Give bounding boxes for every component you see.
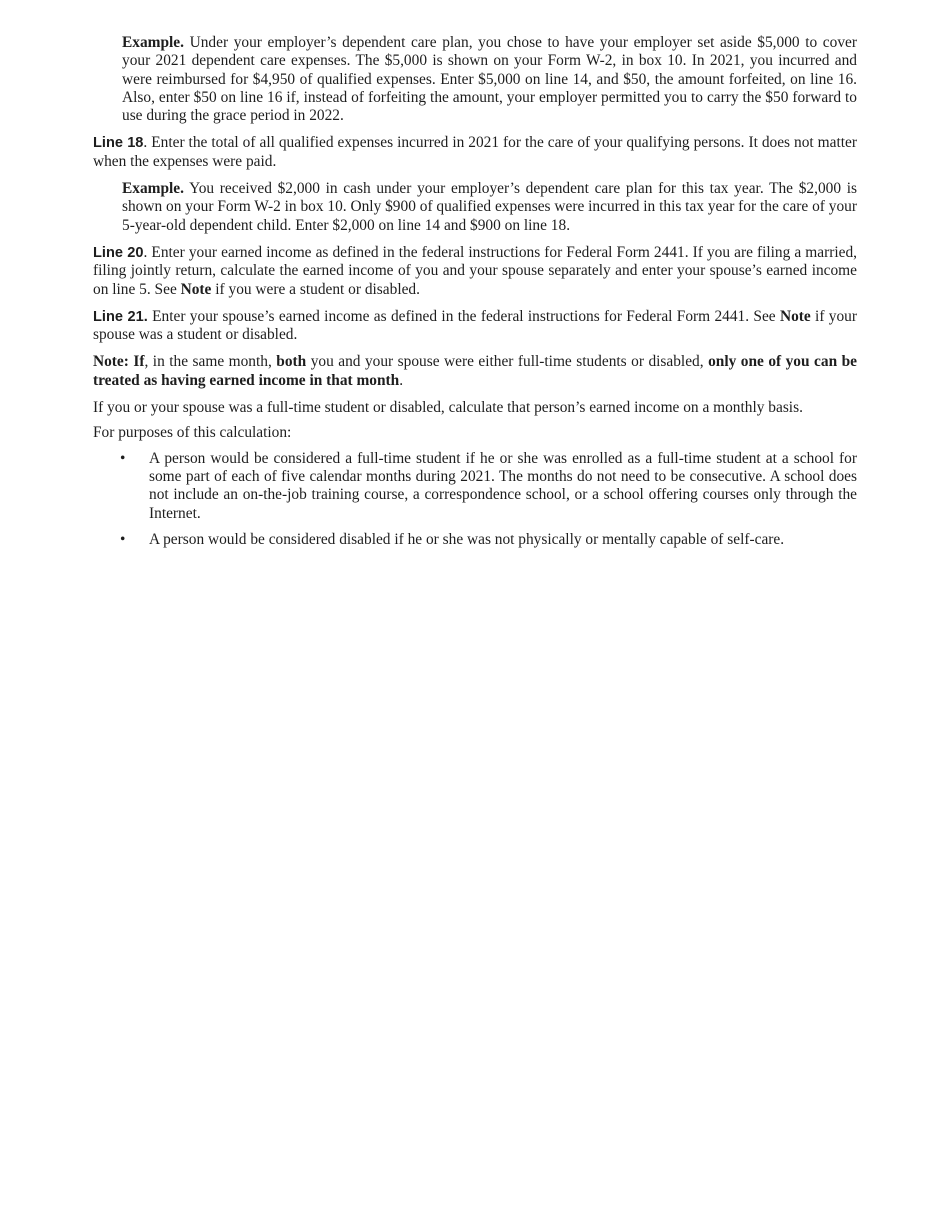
calculation-bullet-list	[93, 450, 857, 549]
bullet-icon: •	[120, 530, 126, 548]
line-20-text-b: if you were a student or disabled.	[211, 280, 420, 298]
line-21-paragraph	[93, 308, 857, 345]
line-18-paragraph	[93, 134, 857, 171]
purposes-paragraph: For purposes of this calculation:	[93, 424, 292, 442]
line-21-text-b: if your spouse was a student or disabled.	[93, 307, 857, 344]
example-text: You received $2,000 in cash under your employer’s dependent care plan for this tax year. The $2,000 is shown on your Form W-2 in box 10. Only $900 of qualified expenses were incurred in this tax year for the care of your 5-year-old dependent child. Enter $2,000 on line 14 and $900 on line 18.	[122, 180, 857, 234]
note-text-b: you and your spouse were either full-time students or disabled,	[306, 353, 709, 371]
line-18-label: Line 18	[93, 135, 144, 152]
note-text-a: , in the same month,	[144, 353, 277, 371]
note-paragraph	[93, 353, 857, 390]
note-period: .	[399, 371, 404, 389]
example-paragraph-cash	[122, 180, 857, 235]
fulltime-paragraph: If you or your spouse was a full-time student or disabled, calculate that person’s earned income on a monthly basis.	[93, 399, 803, 417]
note-reference: Note	[779, 307, 811, 325]
line-21-text-a: Enter your spouse’s earned income as defined in the federal instructions for Federal Form 2441. See	[147, 307, 780, 325]
bullet-disabled	[93, 531, 857, 549]
example-text: Under your employer’s dependent care plan, you chose to have your employer set aside $5,000 to cover your 2021 dependent care expenses. The $5,000 is shown on your Form W-2, in box 10. In 2021, you incurred and were reimbursed for $4,950 of qualified expenses. Enter $5,000 on line 14, and $50, the amount forfeited, on line 16. Also, enter $50 on line 16 if, instead of forfeiting the amount, your employer permitted you to carry the $50 forward to use during the grace period in 2022.	[122, 34, 857, 125]
line-18-text: . Enter the total of all qualified expenses incurred in 2021 for the care of your qualifying persons. It does not matter when the expenses were paid.	[93, 134, 857, 170]
note-bold-both: both	[276, 353, 307, 371]
example-label: Example.	[122, 180, 184, 198]
bullet-full-time-student	[93, 450, 857, 523]
bullet-text: A person would be considered a full-time student if he or she was enrolled as a full-time student at a school for some part of each of five calendar months during 2021. The months do not need to be consecutive. A school does not include an on-the-job training course, a correspondence school, or a school offering courses only through the Internet.	[149, 449, 857, 522]
line-20-text-a: . Enter your earned income as defined in the federal instructions for Federal Form 2441. If you are filing a married, filing jointly return, calculate the earned income of you and your spouse separately and enter your spouse’s earned income on line 5. See	[93, 243, 857, 298]
instructions-page	[93, 34, 857, 557]
line-20-paragraph	[93, 244, 857, 299]
note-reference: Note	[180, 280, 212, 298]
bullet-text: A person would be considered disabled if he or she was not physically or mentally capable of self-care.	[149, 530, 785, 548]
note-bold-end: only one of you can be treated as having earned income in that month	[93, 353, 857, 389]
note-label: Note: If	[93, 353, 145, 371]
bullet-icon: •	[120, 449, 126, 467]
line-20-label: Line 20	[93, 244, 144, 261]
line-21-label: Line 21.	[93, 308, 148, 325]
example-label: Example.	[122, 34, 184, 51]
example-paragraph-forfeit	[122, 34, 857, 125]
